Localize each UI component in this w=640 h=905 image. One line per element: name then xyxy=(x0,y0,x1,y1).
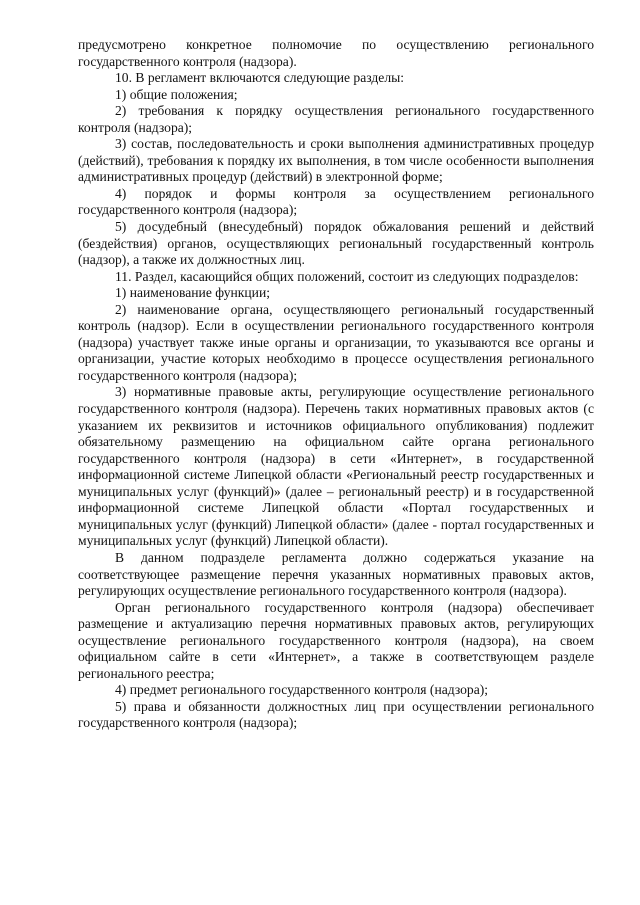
paragraph-authority-duties: Орган регионального государственного контроля (надзора) обеспечивает размещение и актуализацию перечня нормативных правовых актов, регулирующих осуществление регионального государственного контроля (надзора), на своем официальном сайте в сети «Интернет», а также в соответствующем разделе регионального реестра; xyxy=(78,599,594,681)
paragraph-continuation: предусмотрено конкретное полномочие по осуществлению регионального государственного контроля (надзора). xyxy=(78,37,594,69)
document-page xyxy=(78,37,594,732)
list-item-1-function-name: 1) наименование функции; xyxy=(115,285,271,301)
paragraph-placement-note: В данном подразделе регламента должно содержаться указание на соответствующее размещение перечня указанных нормативных правовых актов, регулирующих осуществление регионального государственного контроля (надзора). xyxy=(78,549,594,599)
list-item-1-general: 1) общие положения; xyxy=(115,86,238,102)
list-item-4-control: 4) порядок и формы контроля за осуществлением регионального государственного контроля (надзора); xyxy=(78,185,594,218)
list-item-5-appeal: 5) досудебный (внесудебный) порядок обжалования решений и действий (бездействия) органов, осуществляющих региональный государственный контроль (надзор), а также их должностных лиц. xyxy=(78,219,594,268)
list-item-3-procedures: 3) состав, последовательность и сроки выполнения административных процедур (действий), требования к порядку их выполнения, в том числе особенности выполнения административных процедур (действий) в электронной форме; xyxy=(78,136,594,185)
paragraph-section-11: 11. Раздел, касающийся общих положений, состоит из следующих подразделов: xyxy=(115,268,579,284)
list-item-3-legal-acts: 3) нормативные правовые акты, регулирующие осуществление регионального государственного контроля (надзора). Перечень таких нормативных правовых актов (с указанием их реквизитов и источников официального опубликования) подлежит обязательному размещению на официальном сайте органа регионального государственного контроля (надзора) в сети «Интернет», в государственной информационной системе Липецкой области «Региональный реестр государственных и муниципальных услуг (функций)» (далее – региональный реестр) и в государственной информационной системе Липецкой области «Портал государственных и муниципальных услуг (функций) Липецкой области» (далее - портал государственных и муниципальных услуг (функций) Липецкой области). xyxy=(78,384,594,549)
list-item-4-subject: 4) предмет регионального государственного контроля (надзора); xyxy=(115,682,489,698)
paragraph-section-10: 10. В регламент включаются следующие разделы: xyxy=(115,70,405,86)
list-item-2-authority-name: 2) наименование органа, осуществляющего региональный государственный контроль (надзор). Если в осуществлении регионального государственного контроля (надзора) участвует также иные органы и организации, то указываются все органы и организации, участие которых необходимо в процессе осуществления регионального государственного контроля (надзора); xyxy=(78,301,594,383)
list-item-2-requirements: 2) требования к порядку осуществления регионального государственного контроля (надзора); xyxy=(78,103,594,135)
list-item-5-rights-duties: 5) права и обязанности должностных лиц при осуществлении регионального государственного контроля (надзора); xyxy=(78,698,594,731)
